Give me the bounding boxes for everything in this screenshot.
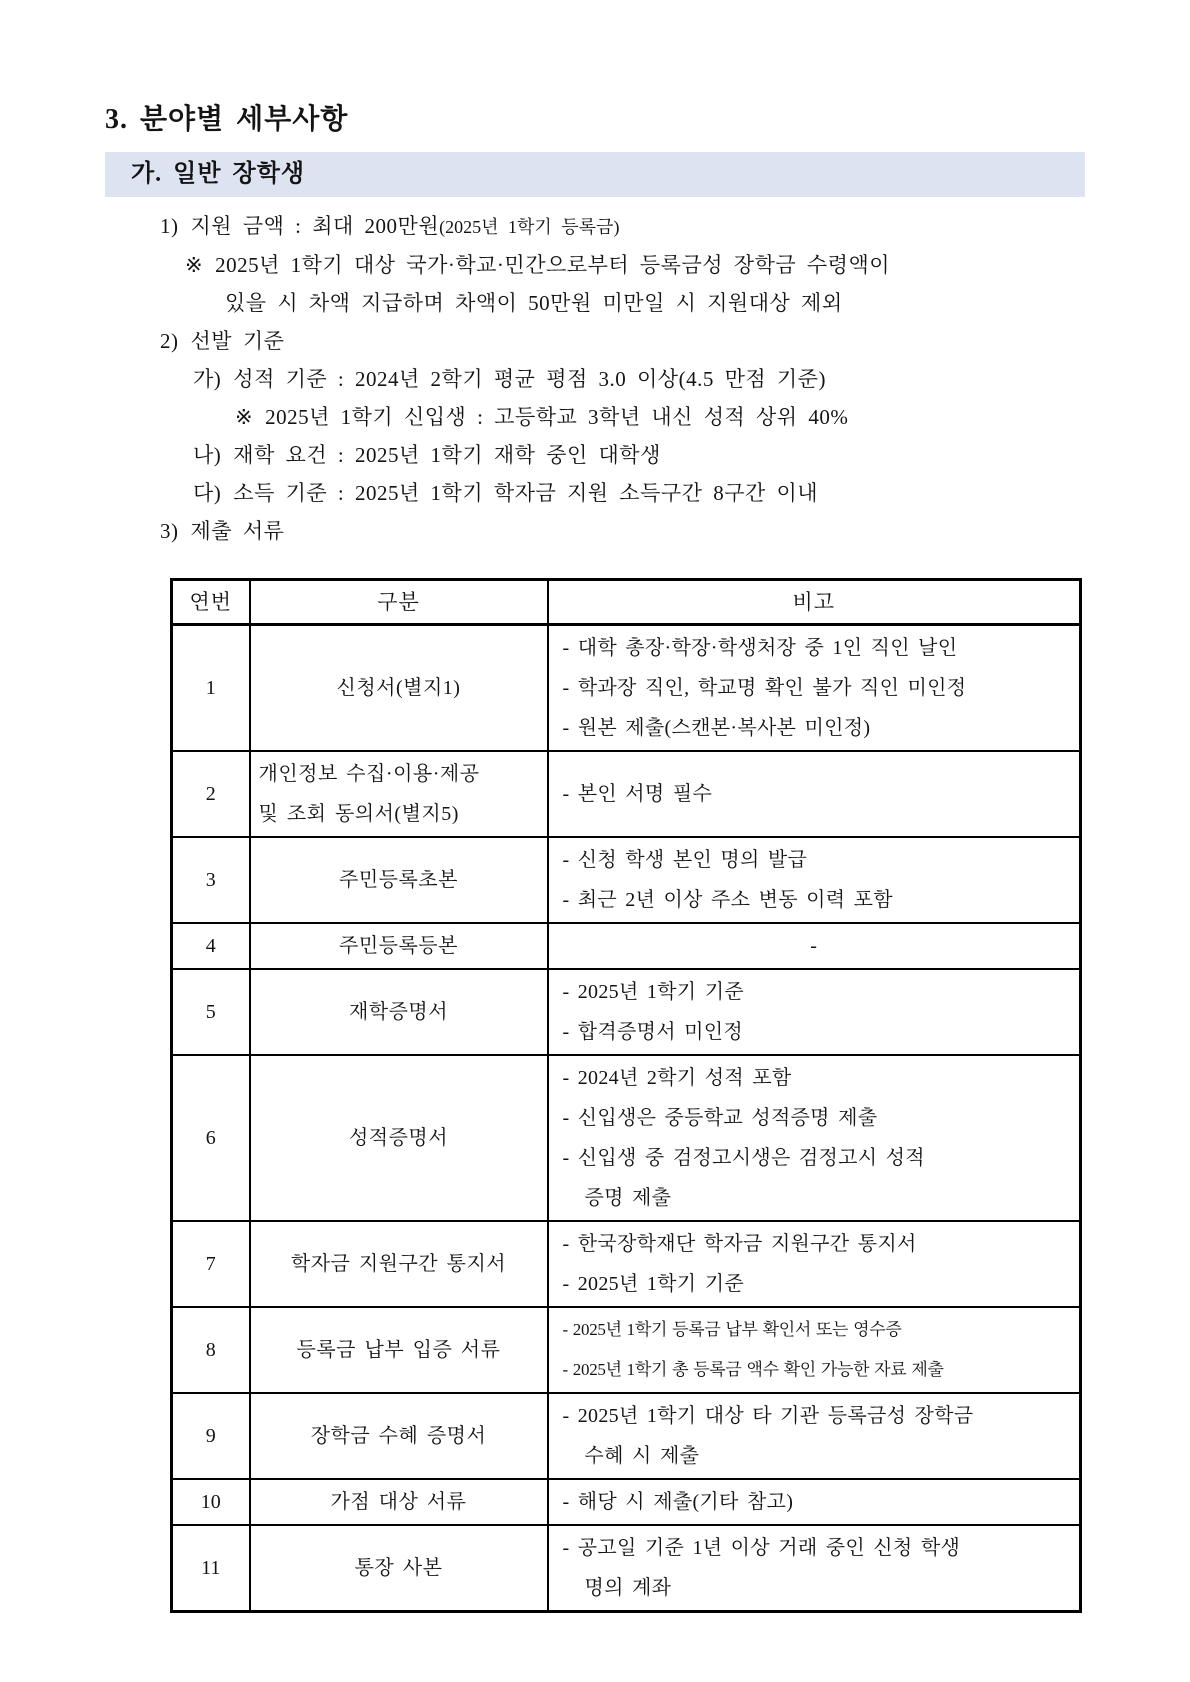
table-row xyxy=(172,1393,1081,1479)
table-row xyxy=(172,1221,1081,1307)
category-line: 신청서(별지1) xyxy=(336,677,461,699)
remarks-cell xyxy=(548,1393,1081,1479)
row-number-cell: 6 xyxy=(172,1055,250,1221)
remark-line: 명의 계좌 xyxy=(584,1577,672,1599)
category-line: 주민등록초본 xyxy=(339,869,458,891)
remarks-cell xyxy=(548,1055,1081,1221)
remark-line: - 신입생은 중등학교 성적증명 제출 xyxy=(562,1107,878,1129)
section-header: 가. 일반 장학생 xyxy=(105,152,1085,197)
body-line xyxy=(160,207,1190,246)
remark-line: - xyxy=(810,935,818,957)
body-line-text: 2025년 1학기 신입생 : 고등학교 3학년 내신 성적 상위 40% xyxy=(265,405,849,429)
category-cell xyxy=(250,751,548,837)
body-line-note: (2025년 1학기 등록금) xyxy=(439,217,620,237)
remark-line: - 합격증명서 미인정 xyxy=(562,1021,744,1043)
category-line: 등록금 납부 입증 서류 xyxy=(296,1339,501,1361)
remarks-cell xyxy=(548,923,1081,969)
remark-line: - 공고일 기준 1년 이상 거래 중인 신청 학생 xyxy=(562,1537,961,1559)
list-marker: 나) xyxy=(193,443,222,467)
remark-line: - 2025년 1학기 등록금 납부 확인서 또는 영수증 xyxy=(562,1320,902,1339)
category-line: 장학금 수혜 증명서 xyxy=(310,1425,487,1447)
body-line xyxy=(225,284,1190,322)
body-line-text: 2025년 1학기 대상 국가·학교·민간으로부터 등록금성 장학금 수령액이 xyxy=(215,253,891,277)
table-row xyxy=(172,1525,1081,1612)
remarks-cell xyxy=(548,1479,1081,1525)
remarks-cell xyxy=(548,1525,1081,1612)
category-line: 및 조회 동의서(별지5) xyxy=(258,803,459,825)
body-line-text: 성적 기준 : 2024년 2학기 평균 평점 3.0 이상(4.5 만점 기준) xyxy=(233,367,826,391)
list-marker: 1) xyxy=(160,214,179,238)
body-line xyxy=(193,474,1190,512)
column-header-remarks: 비고 xyxy=(548,580,1081,625)
body-line xyxy=(193,360,1190,398)
column-header-category: 구분 xyxy=(250,580,548,625)
table-row xyxy=(172,1055,1081,1221)
list-marker: 가) xyxy=(193,367,222,391)
submission-documents-table xyxy=(170,578,1082,1613)
row-number-cell: 2 xyxy=(172,751,250,837)
category-line: 학자금 지원구간 통지서 xyxy=(290,1253,507,1275)
body-line-text: 지원 금액 : 최대 200만원 xyxy=(190,214,440,238)
column-header-no: 연번 xyxy=(172,580,250,625)
category-line: 성적증명서 xyxy=(348,1127,449,1149)
category-cell xyxy=(250,1479,548,1525)
category-line: 개인정보 수집·이용·제공 xyxy=(258,763,480,785)
remarks-cell xyxy=(548,625,1081,752)
table-row xyxy=(172,837,1081,923)
category-cell xyxy=(250,923,548,969)
remarks-cell xyxy=(548,969,1081,1055)
remarks-cell xyxy=(548,751,1081,837)
remark-line: - 한국장학재단 학자금 지원구간 통지서 xyxy=(562,1233,917,1255)
remark-line: - 학과장 직인, 학교명 확인 불가 직인 미인정 xyxy=(562,677,967,699)
row-number-cell: 11 xyxy=(172,1525,250,1612)
body-line-text: 재학 요건 : 2025년 1학기 재학 중인 대학생 xyxy=(233,443,661,467)
table-header-row xyxy=(172,580,1081,625)
category-cell xyxy=(250,1055,548,1221)
list-marker: ※ xyxy=(235,405,254,429)
row-number-cell: 9 xyxy=(172,1393,250,1479)
category-cell xyxy=(250,837,548,923)
remark-line: - 2025년 1학기 총 등록금 액수 확인 가능한 자료 제출 xyxy=(562,1360,944,1379)
category-cell xyxy=(250,1393,548,1479)
submission-table-body xyxy=(172,625,1081,1612)
row-number-cell: 8 xyxy=(172,1307,250,1393)
body-line xyxy=(160,512,1190,550)
remark-line: - 2025년 1학기 대상 타 기관 등록금성 장학금 xyxy=(562,1405,974,1427)
body-line-text: 소득 기준 : 2025년 1학기 학자금 지원 소득구간 8구간 이내 xyxy=(233,481,819,505)
category-line: 주민등록등본 xyxy=(339,935,458,957)
row-number-cell: 5 xyxy=(172,969,250,1055)
remark-line: 수혜 시 제출 xyxy=(584,1445,700,1467)
remark-line: - 2025년 1학기 기준 xyxy=(562,981,744,1003)
list-marker: 다) xyxy=(193,481,222,505)
body-line-text: 제출 서류 xyxy=(190,519,285,543)
table-row xyxy=(172,751,1081,837)
body-line xyxy=(160,322,1190,360)
body-line-text: 선발 기준 xyxy=(190,329,285,353)
remark-line: - 본인 서명 필수 xyxy=(562,783,713,805)
remarks-cell xyxy=(548,837,1081,923)
category-cell xyxy=(250,969,548,1055)
body-line xyxy=(193,436,1190,474)
remark-line: - 신입생 중 검정고시생은 검정고시 성적 xyxy=(562,1147,925,1169)
row-number-cell: 1 xyxy=(172,625,250,752)
category-cell xyxy=(250,1525,548,1612)
remark-line: - 해당 시 제출(기타 참고) xyxy=(562,1491,794,1513)
category-line: 가점 대상 서류 xyxy=(330,1491,467,1513)
table-row xyxy=(172,1307,1081,1393)
row-number-cell: 3 xyxy=(172,837,250,923)
category-cell xyxy=(250,1307,548,1393)
body-line-text: 있을 시 차액 지급하며 차액이 50만원 미만일 시 지원대상 제외 xyxy=(225,291,843,315)
table-row xyxy=(172,923,1081,969)
remarks-cell xyxy=(548,1221,1081,1307)
remark-line: - 2024년 2학기 성적 포함 xyxy=(562,1067,792,1089)
list-marker: 2) xyxy=(160,329,179,353)
remark-line: - 대학 총장·학장·학생처장 중 1인 직인 날인 xyxy=(562,637,958,659)
body-line xyxy=(185,246,1190,284)
row-number-cell: 4 xyxy=(172,923,250,969)
category-cell xyxy=(250,1221,548,1307)
category-line: 재학증명서 xyxy=(348,1001,449,1023)
remark-line: - 2025년 1학기 기준 xyxy=(562,1273,744,1295)
table-row xyxy=(172,1479,1081,1525)
remark-line: 증명 제출 xyxy=(584,1187,672,1209)
category-line: 통장 사본 xyxy=(354,1557,443,1579)
list-marker: 3) xyxy=(160,519,179,543)
table-row xyxy=(172,625,1081,752)
row-number-cell: 10 xyxy=(172,1479,250,1525)
table-row xyxy=(172,969,1081,1055)
body-line xyxy=(235,398,1190,436)
remark-line: - 원본 제출(스캔본·복사본 미인정) xyxy=(562,717,871,739)
remark-line: - 신청 학생 본인 명의 발급 xyxy=(562,849,808,871)
category-cell xyxy=(250,625,548,752)
remark-line: - 최근 2년 이상 주소 변동 이력 포함 xyxy=(562,889,893,911)
row-number-cell: 7 xyxy=(172,1221,250,1307)
list-marker: ※ xyxy=(185,253,204,277)
remarks-cell xyxy=(548,1307,1081,1393)
page-title: 3. 분야별 세부사항 xyxy=(105,104,349,135)
body-outline xyxy=(105,207,1190,550)
